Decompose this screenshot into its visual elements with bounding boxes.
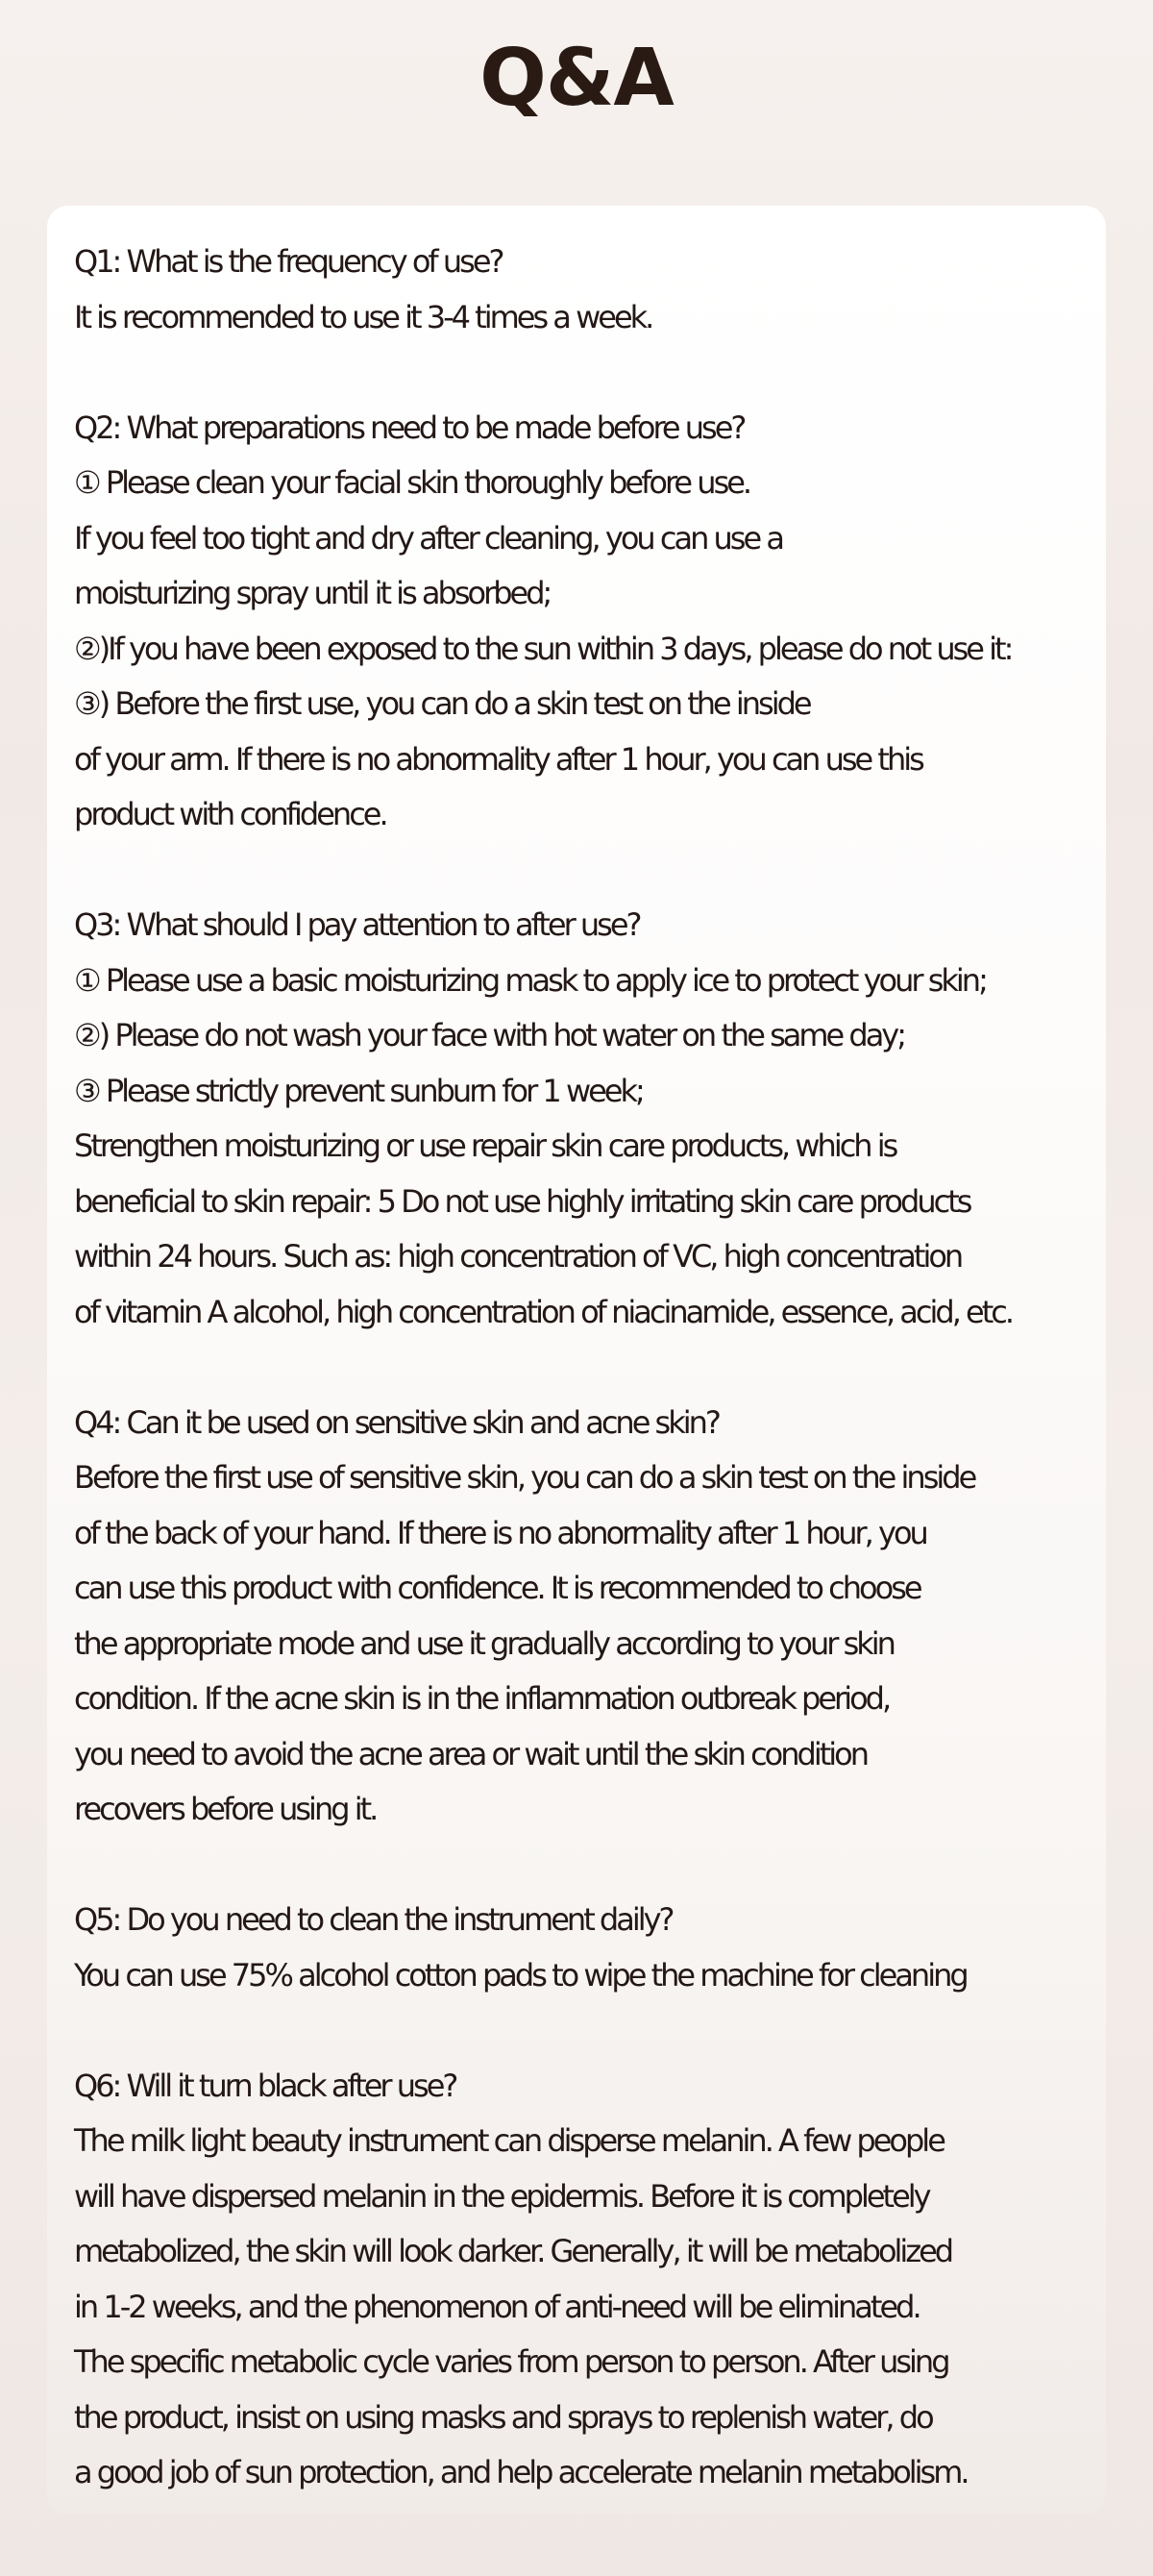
- answer-line: will have dispersed melanin in the epidermis. Before it is completely: [74, 2177, 929, 2215]
- answer-line: in 1-2 weeks, and the phenomenon of anti-need will be eliminated.: [74, 2288, 920, 2325]
- answer-line: ③) Before the first use, you can do a skin test on the inside: [74, 685, 810, 722]
- answer-line: Strengthen moisturizing or use repair skin care products, which is: [74, 1127, 896, 1164]
- qa-item-q2: [74, 401, 1106, 843]
- qa-item-q5: [74, 1893, 1106, 2003]
- answer-line: a good job of sun protection, and help accelerate melanin metabolism.: [74, 2454, 968, 2490]
- question-text: Q5: Do you need to clean the instrument daily?: [74, 1901, 673, 1938]
- answer-line: of the back of your hand. If there is no abnormality after 1 hour, you: [74, 1514, 926, 1551]
- page-title: Q&A: [479, 33, 674, 124]
- answer-line: The specific metabolic cycle varies from person to person. After using: [74, 2343, 948, 2380]
- answer-line: product with confidence.: [74, 796, 386, 832]
- answer-line: Before the first use of sensitive skin, you can do a skin test on the inside: [74, 1459, 975, 1496]
- question-text: Q6: Will it turn black after use?: [74, 2067, 456, 2104]
- answer-line: can use this product with confidence. It is recommended to choose: [74, 1570, 920, 1606]
- question-text: Q1: What is the frequency of use?: [74, 243, 503, 280]
- question-text: Q3: What should I pay attention to after use?: [74, 906, 640, 943]
- answer-line: of vitamin A alcohol, high concentration of niacinamide, essence, acid, etc.: [74, 1293, 1013, 1330]
- question-text: Q4: Can it be used on sensitive skin and acne skin?: [74, 1403, 719, 1441]
- answer-line: moisturizing spray until it is absorbed;: [74, 575, 551, 611]
- answer-line: The milk light beauty instrument can disperse melanin. A few people: [74, 2122, 944, 2159]
- answer-line: within 24 hours. Such as: high concentration of VC, high concentration: [74, 1238, 962, 1275]
- answer-line: the appropriate mode and use it gradually according to your skin: [74, 1624, 894, 1662]
- question-text: Q2: What preparations need to be made before use?: [74, 409, 745, 446]
- answer-line: the product, insist on using masks and sprays to replenish water, do: [74, 2398, 932, 2436]
- answer-line: recovers before using it.: [74, 1791, 377, 1827]
- answer-line: metabolized, the skin will look darker. Generally, it will be metabolized: [74, 2233, 952, 2269]
- answer-line: ②)If you have been exposed to the sun within 3 days, please do not use it:: [74, 630, 1012, 667]
- answer-line: ① Please use a basic moisturizing mask to apply ice to protect your skin;: [74, 961, 986, 999]
- answer-line: condition. If the acne skin is in the inflammation outbreak period,: [74, 1680, 890, 1717]
- answer-line: you need to avoid the acne area or wait until the skin condition: [74, 1735, 868, 1772]
- qa-item-q1: [74, 235, 1106, 345]
- qa-item-q6: [74, 2059, 1106, 2501]
- answer-line: ②) Please do not wash your face with hot water on the same day;: [74, 1017, 905, 1053]
- answer-line: of your arm. If there is no abnormality after 1 hour, you can use this: [74, 740, 922, 778]
- answer-line: If you feel too tight and dry after cleaning, you can use a: [74, 519, 782, 557]
- answer-line: You can use 75% alcohol cotton pads to wipe the machine for cleaning: [74, 1956, 967, 1994]
- answer-line: ③ Please strictly prevent sunburn for 1 week;: [74, 1072, 643, 1109]
- qa-item-q3: [74, 898, 1106, 1340]
- answer-line: ① Please clean your facial skin thoroughly before use.: [74, 464, 750, 501]
- qa-item-q4: [74, 1396, 1106, 1838]
- answer-line: beneficial to skin repair: 5 Do not use highly irritating skin care products: [74, 1182, 970, 1220]
- qa-card: [47, 206, 1106, 2514]
- answer-line: It is recommended to use it 3-4 times a week.: [74, 298, 652, 335]
